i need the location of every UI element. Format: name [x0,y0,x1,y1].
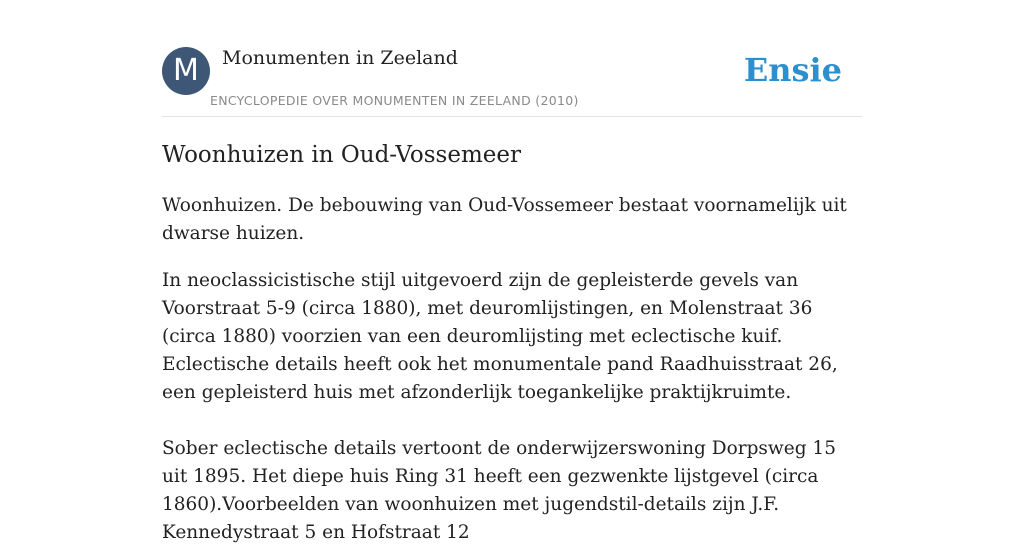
article-title: Woonhuizen in Oud-Vossemeer [162,142,521,168]
source-subtitle: ENCYCLOPEDIE OVER MONUMENTEN IN ZEELAND (2010) [210,93,579,108]
source-title-link[interactable]: Monumenten in Zeeland [222,47,458,69]
article-paragraph: Woonhuizen. De bebouwing van Oud-Vossemeer bestaat voornamelijk uit dwarse huizen. [162,195,847,244]
article-page [162,0,862,543]
source-header [162,0,862,117]
avatar[interactable]: M [162,47,210,95]
brand-logo-link[interactable]: Ensie [743,51,842,89]
article-paragraph: In neoclassicistische stijl uitgevoerd zijn de gepleisterde gevels van Voorstraat 5-9 (circa 1880), met deuromlijstingen, en Molenstraat 36 (circa 1880) voorzien van een deuromlijsting met eclectische kuif. Eclectische details heeft ook het monumentale pand Raadhuisstraat 26, een gepleisterd huis met afzonderlijk toegankelijke praktijkruimte. [162,270,838,403]
article-paragraph: Sober eclectische details vertoont de onderwijzerswoning Dorpsweg 15 uit 1895. Het diepe huis Ring 31 heeft een gezwenkte lijstgevel (circa 1860).Voorbeelden van woonhuizen met jugendstil-details zijn J.F. Kennedystraat 5 en Hofstraat 12 [162,438,836,543]
